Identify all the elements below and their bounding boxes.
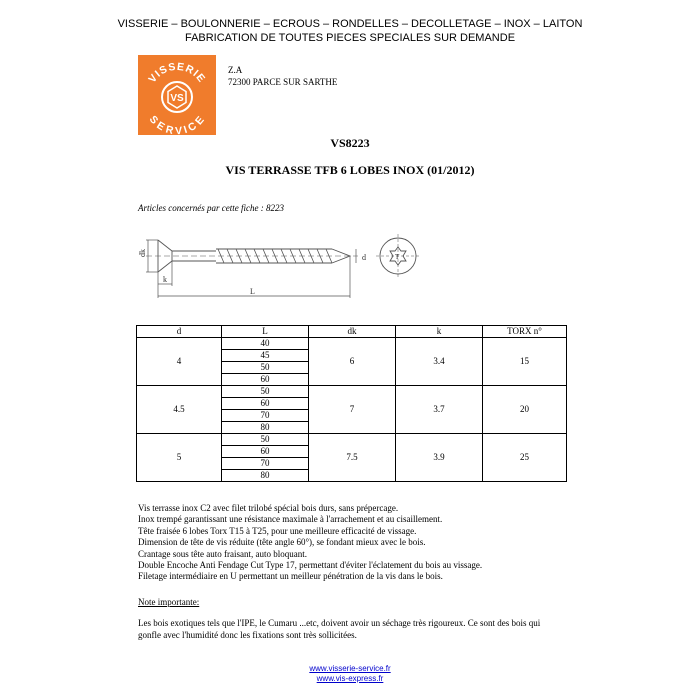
visserie-service-link[interactable]: www.visserie-service.fr — [309, 664, 391, 673]
cell-k: 3.7 — [396, 386, 483, 434]
cell-L: 80 — [222, 470, 309, 482]
table-header-row — [137, 326, 567, 338]
note-text: Les bois exotiques tels que l'IPE, le Cumaru ...etc, doivent avoir un séchage très rigoureux. Ce sont des bois qui gonfle avec l'humidité donc les fixations sont très sollicitées. — [138, 618, 541, 640]
cell-L: 45 — [222, 350, 309, 362]
svg-text:SERVICE — [147, 114, 208, 135]
cell-torx: 15 — [483, 338, 567, 386]
description-line: Inox trempé garantissant une résistance maximale à l'arrachement et au cisaillement. — [138, 514, 443, 525]
cell-L: 60 — [222, 446, 309, 458]
cell-L: 50 — [222, 362, 309, 374]
header-d: d — [137, 326, 222, 338]
description-line: Double Encoche Anti Fendage Cut Type 17, permettant d'éviter l'éclatement du bois au vissage. — [138, 560, 483, 571]
header-k: k — [396, 326, 483, 338]
cell-L: 70 — [222, 410, 309, 422]
product-description — [138, 503, 482, 583]
label-T: T — [395, 253, 400, 261]
description-line: Filetage intermédiaire en U permettant un meilleur pénétration de la vis dans le bois. — [138, 571, 443, 582]
description-line: Dimension de tête de vis réduite (tête angle 60°), se fondant mieux avec le bois. — [138, 537, 426, 548]
address-line-1: Z.A — [228, 65, 243, 75]
header-line-1: VISSERIE – BOULONNERIE – ECROUS – RONDELLES – DECOLLETAGE – INOX – LAITON — [117, 18, 583, 30]
dimension-table — [136, 325, 567, 482]
concerned-articles: Articles concernés par cette fiche : 8223 — [138, 203, 284, 213]
cell-d: 5 — [137, 434, 222, 482]
logo-center-text: VS — [170, 93, 184, 104]
footer — [0, 664, 700, 684]
table-row — [137, 338, 567, 350]
cell-L: 50 — [222, 434, 309, 446]
logo-emblem-icon — [138, 55, 216, 135]
cell-d: 4 — [137, 338, 222, 386]
vis-express-link[interactable]: www.vis-express.fr — [316, 674, 384, 683]
note-title: Note importante: — [138, 597, 200, 607]
address-line-2: 72300 PARCE SUR SARTHE — [228, 77, 338, 87]
product-title: VIS TERRASSE TFB 6 LOBES INOX (01/2012) — [225, 163, 475, 177]
header-torx: TORX n° — [483, 326, 567, 338]
cell-d: 4.5 — [137, 386, 222, 434]
description-line: Crantage sous tête auto fraisant, auto bloquant. — [138, 548, 307, 559]
logo-bottom-text: SERVICE — [146, 113, 208, 135]
description-line: Tête fraisée 6 lobes Torx T15 à T25, pour une meilleure efficacité de vissage. — [138, 525, 417, 536]
header-dk: dk — [309, 326, 396, 338]
table-row — [137, 434, 567, 446]
cell-dk: 6 — [309, 338, 396, 386]
cell-L: 80 — [222, 422, 309, 434]
cell-L: 50 — [222, 386, 309, 398]
cell-k: 3.9 — [396, 434, 483, 482]
label-L: L — [250, 287, 255, 296]
screw-technical-drawing — [136, 220, 436, 310]
cell-L: 60 — [222, 374, 309, 386]
table-row — [137, 386, 567, 398]
label-d: d — [362, 253, 366, 262]
company-logo — [138, 55, 216, 135]
cell-torx: 20 — [483, 386, 567, 434]
cell-dk: 7.5 — [309, 434, 396, 482]
header-line-2: FABRICATION DE TOUTES PIECES SPECIALES SUR DEMANDE — [184, 32, 516, 44]
cell-k: 3.4 — [396, 338, 483, 386]
header-L: L — [222, 326, 309, 338]
cell-dk: 7 — [309, 386, 396, 434]
cell-torx: 25 — [483, 434, 567, 482]
screw-side-view — [146, 240, 358, 272]
label-dk: dk — [138, 249, 147, 257]
logo-top-text: VISSERIE — [146, 60, 208, 86]
address-block — [228, 64, 337, 88]
cell-L: 40 — [222, 338, 309, 350]
product-reference: VS8223 — [330, 136, 370, 150]
cell-L: 70 — [222, 458, 309, 470]
label-k: k — [163, 275, 167, 284]
cell-L: 60 — [222, 398, 309, 410]
header — [0, 17, 700, 45]
description-line: Vis terrasse inox C2 avec filet trilobé spécial bois durs, sans prépercage. — [138, 503, 399, 513]
